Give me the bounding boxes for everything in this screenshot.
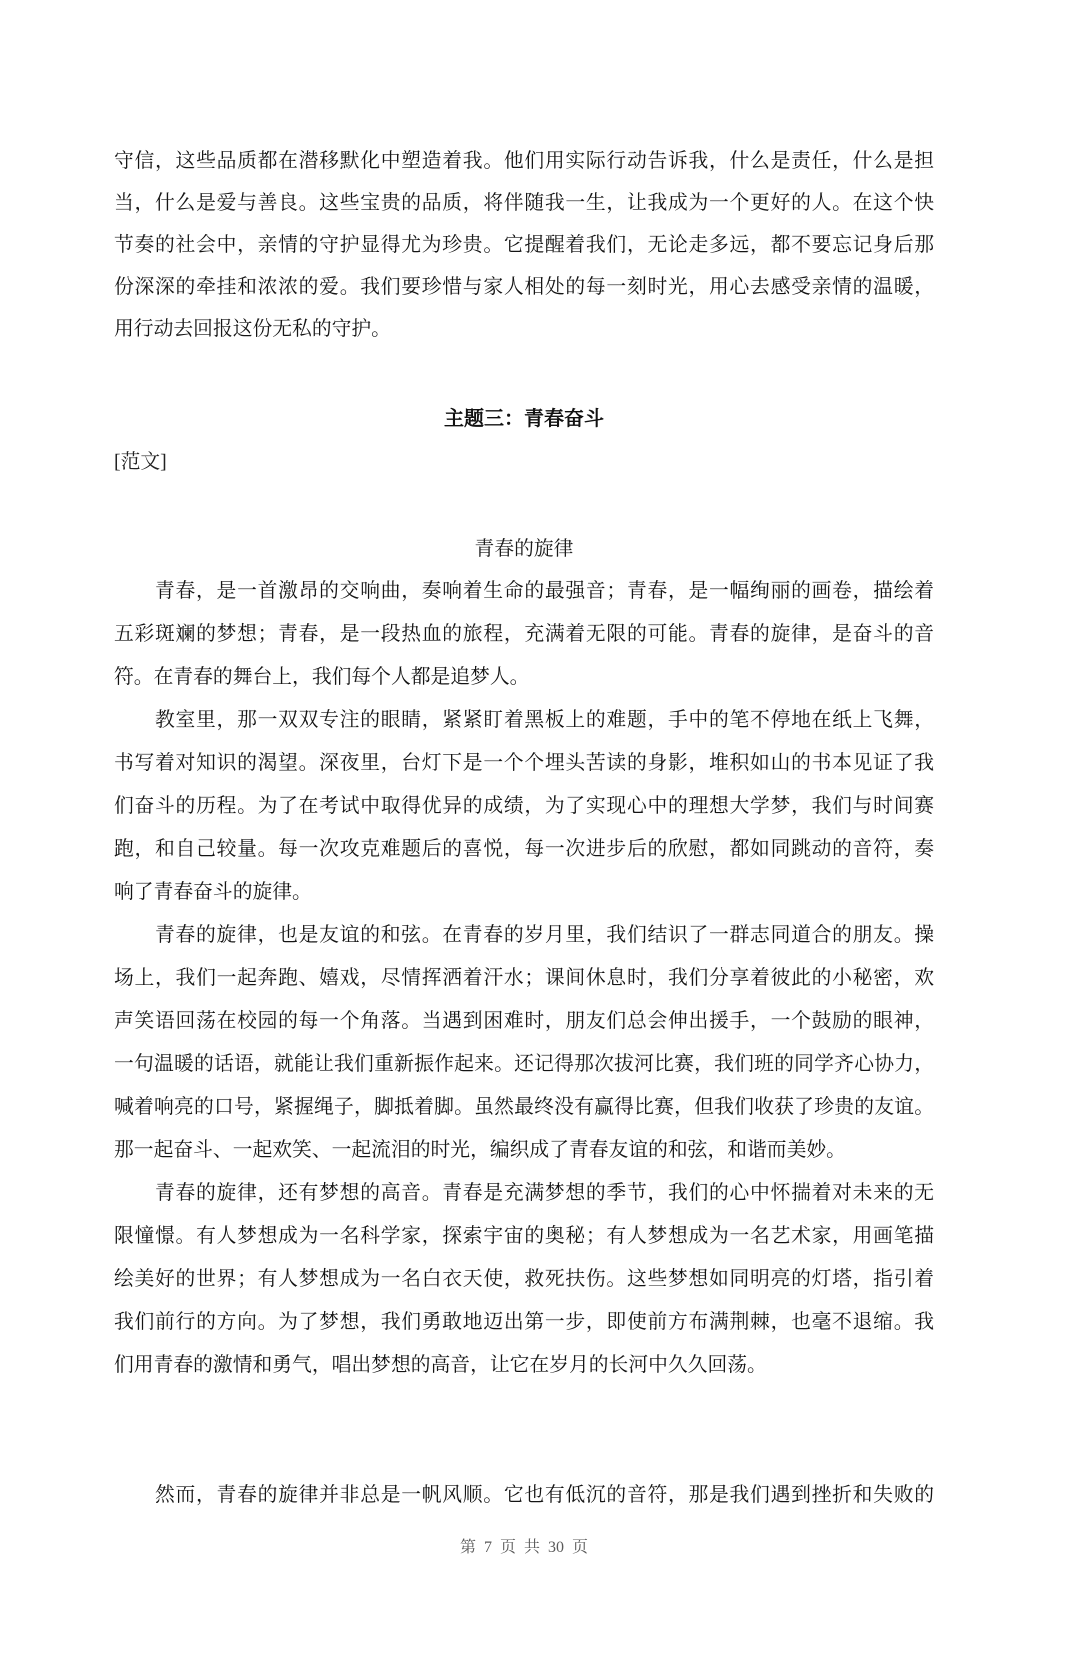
- text-line: 场上，我们一起奔跑、嬉戏，尽情挥洒着汗水；课间休息时，我们分享着彼此的小秘密，欢: [114, 967, 934, 989]
- text-line: 书写着对知识的渴望。深夜里，台灯下是一个个埋头苦读的身影，堆积如山的书本见证了我: [114, 752, 934, 774]
- text-line: 守信，这些品质都在潜移默化中塑造着我。他们用实际行动告诉我，什么是责任，什么是担: [114, 150, 934, 172]
- text-line: 声笑语回荡在校园的每一个角落。当遇到困难时，朋友们总会伸出援手，一个鼓励的眼神，: [114, 1010, 934, 1032]
- essay-paragraph-continues: [114, 1474, 934, 1517]
- text-line: 五彩斑斓的梦想；青春，是一段热血的旅程，充满着无限的可能。青春的旋律，是奋斗的音: [114, 623, 934, 645]
- text-line: 喊着响亮的口号，紧握绳子，脚抵着脚。虽然最终没有赢得比赛，但我们收获了珍贵的友谊。: [114, 1096, 934, 1118]
- text-line: 一句温暖的话语，就能让我们重新振作起来。还记得那次拔河比赛，我们班的同学齐心协力，: [114, 1053, 934, 1075]
- text-line: 们用青春的激情和勇气，唱出梦想的高音，让它在岁月的长河中久久回荡。: [114, 1354, 767, 1376]
- text-line: 限憧憬。有人梦想成为一名科学家，探索宇宙的奥秘；有人梦想成为一名艺术家，用画笔描: [114, 1225, 934, 1247]
- text-line: 们奋斗的历程。为了在考试中取得优异的成绩，为了实现心中的理想大学梦，我们与时间赛: [114, 795, 934, 817]
- text-line: 教室里，那一双双专注的眼睛，紧紧盯着黑板上的难题，手中的笔不停地在纸上飞舞，: [155, 709, 934, 731]
- text-line: 青春的旋律，还有梦想的高音。青春是充满梦想的季节，我们的心中怀揣着对未来的无: [155, 1182, 934, 1204]
- sample-essay-label: [范文]: [114, 451, 167, 473]
- text-line: 然而，青春的旋律并非总是一帆风顺。它也有低沉的音符，那是我们遇到挫折和失败的: [155, 1484, 934, 1506]
- section-heading: 主题三：青春奋斗: [444, 408, 604, 430]
- text-line: 绘美好的世界；有人梦想成为一名白衣天使，救死扶伤。这些梦想如同明亮的灯塔，指引着: [114, 1268, 934, 1290]
- essay-title: 青春的旋律: [474, 538, 574, 560]
- text-line: 份深深的牵挂和浓浓的爱。我们要珍惜与家人相处的每一刻时光，用心去感受亲情的温暖，: [114, 276, 934, 298]
- text-line: 用行动去回报这份无私的守护。: [114, 318, 391, 340]
- page-footer: 第 7 页 共 30 页: [459, 1539, 588, 1556]
- essay-paragraph: [114, 570, 934, 699]
- essay-paragraph: [114, 699, 934, 914]
- text-line: 当，什么是爱与善良。这些宝贵的品质，将伴随我一生，让我成为一个更好的人。在这个快: [114, 192, 934, 214]
- essay-paragraph: [114, 914, 934, 1172]
- text-line: 符。在青春的舞台上，我们每个人都是追梦人。: [114, 666, 530, 688]
- text-line: 青春，是一首激昂的交响曲，奏响着生命的最强音；青春，是一幅绚丽的画卷，描绘着: [155, 580, 934, 602]
- text-line: 那一起奋斗、一起欢笑、一起流泪的时光，编织成了青春友谊的和弦，和谐而美妙。: [114, 1139, 846, 1161]
- text-line: 我们前行的方向。为了梦想，我们勇敢地迈出第一步，即使前方布满荆棘，也毫不退缩。我: [114, 1311, 934, 1333]
- text-line: 节奏的社会中，亲情的守护显得尤为珍贵。它提醒着我们，无论走多远，都不要忘记身后那: [114, 234, 934, 256]
- essay-paragraph: [114, 1172, 934, 1387]
- text-line: 青春的旋律，也是友谊的和弦。在青春的岁月里，我们结识了一群志同道合的朋友。操: [155, 924, 934, 946]
- continued-paragraph: [114, 140, 934, 350]
- essay-body: [114, 570, 934, 1387]
- text-line: 跑，和自己较量。每一次攻克难题后的喜悦，每一次进步后的欣慰，都如同跳动的音符，奏: [114, 838, 934, 860]
- text-line: 响了青春奋斗的旋律。: [114, 881, 312, 903]
